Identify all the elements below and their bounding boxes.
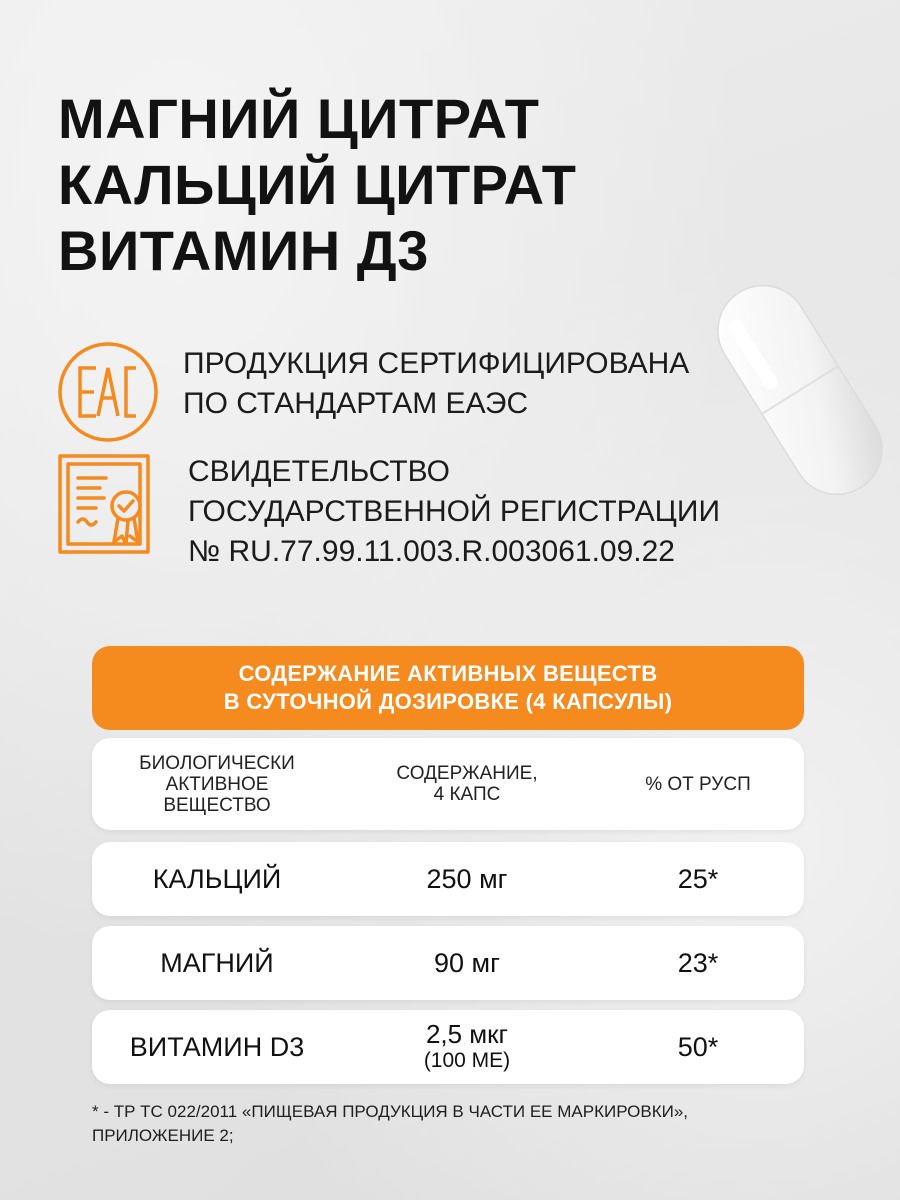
registration-text-line-1: СВИДЕТЕЛЬСТВО	[188, 455, 450, 488]
column-header-substance	[92, 753, 342, 816]
eac-icon	[56, 340, 160, 444]
product-title	[58, 86, 576, 284]
table-header-line-1: СОДЕРЖАНИЕ АКТИВНЫХ ВЕЩЕСТВ	[238, 661, 658, 686]
column-header-amount	[342, 763, 592, 805]
title-line-3: ВИТАМИН Д3	[58, 219, 429, 282]
row-amount: 90 мг	[434, 947, 500, 978]
column-header-percent	[592, 774, 804, 795]
table-row	[92, 1010, 804, 1084]
eac-certification-text	[183, 344, 689, 424]
row-percent: 25*	[677, 863, 719, 894]
footnote-line-1: * - ТР ТС 022/2011 «ПИЩЕВАЯ ПРОДУКЦИЯ В ЧАСТИ ЕЕ МАРКИРОВКИ»,	[92, 1102, 689, 1121]
row-substance: ВИТАМИН D3	[129, 1031, 305, 1062]
eac-text-line-1: ПРОДУКЦИЯ СЕРТИФИЦИРОВАНА	[183, 347, 690, 380]
column-header-amount-line-2: 4 КАПС	[433, 784, 501, 805]
column-header-percent-line-1: % ОТ РУСП	[645, 773, 751, 795]
column-header-amount-line-1: СОДЕРЖАНИЕ,	[396, 763, 538, 784]
row-amount	[342, 1020, 592, 1074]
row-percent: 50*	[677, 1031, 719, 1062]
table-header-banner	[92, 646, 804, 730]
row-substance: МАГНИЙ	[160, 947, 274, 978]
column-header-substance-line-3: ВЕЩЕСТВО	[163, 794, 271, 816]
row-substance: КАЛЬЦИЙ	[152, 863, 282, 894]
column-header-substance-line-2: АКТИВНОЕ	[165, 773, 269, 795]
table-row	[92, 926, 804, 1000]
certificate-icon	[56, 452, 156, 560]
table-row	[92, 842, 804, 916]
footnote-line-2: ПРИЛОЖЕНИЕ 2;	[92, 1126, 234, 1145]
eac-text-line-2: ПО СТАНДАРТАМ ЕАЭС	[183, 387, 529, 420]
row-percent: 23*	[677, 947, 719, 978]
table-column-headers	[92, 738, 804, 830]
registration-number: № RU.77.99.11.003.R.003061.09.22	[188, 535, 675, 568]
row-amount: 250 мг	[426, 863, 508, 894]
title-line-1: МАГНИЙ ЦИТРАТ	[58, 87, 540, 150]
column-header-substance-line-1: БИОЛОГИЧЕСКИ	[139, 752, 295, 774]
row-amount-note: (100 МЕ)	[423, 1049, 511, 1072]
capsule-image	[700, 280, 900, 500]
state-registration-text	[188, 452, 720, 572]
table-header-line-2: В СУТОЧНОЙ ДОЗИРОВКЕ (4 КАПСУЛЫ)	[223, 689, 673, 714]
registration-text-line-2: ГОСУДАРСТВЕННОЙ РЕГИСТРАЦИИ	[188, 495, 721, 528]
row-amount-value: 2,5 мкг	[425, 1019, 509, 1049]
title-line-2: КАЛЬЦИЙ ЦИТРАТ	[58, 153, 577, 216]
footnote	[92, 1100, 832, 1148]
